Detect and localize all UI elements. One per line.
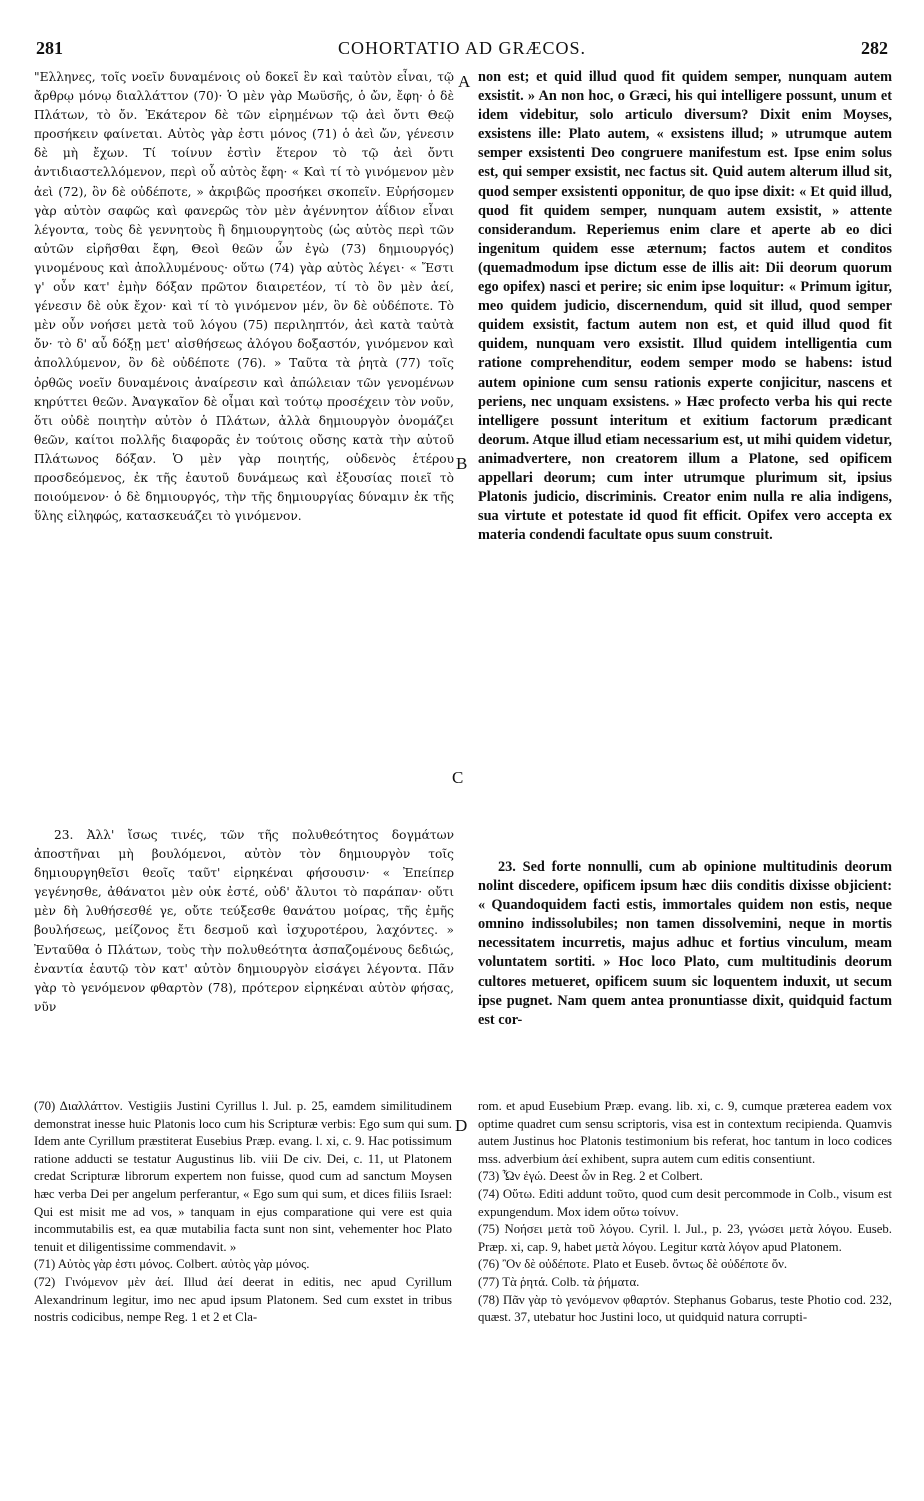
latin-paragraph-22: non est; et quid illud quod fit quidem semper, nunquam autem exsistit. » An non hoc, o Græci, his qui intelligere possunt, unum et idem videbitur, solo articulo diversum? Dixit enim Moyses, exsistens ille: Plato autem, « exsistens illud; » utrumque autem semper exsistenti Deo congruere manifestum est. Ipse enim solus est, qui semper exsistit, nec factus sit. Quid autem alterum illud sit, quod semper exsistenti opponitur, de quo ipse dixit: « Et quid illud, quod fit quidem semper, nunquam autem exsistit, » attente considerandum. Reperiemus enim clare et aperte ab eo dici ingenitum quidem esse æternum; factos autem et conditos (quemadmodum ipse dictum esse de illis ait: Dii deorum quorum ego opifex) nasci et perire; sic enim ipse loquitur: « Primum igitur, meo quidem judicio, discernendum, quid sit illud, quod semper quidem exsistit, factum autem non est, et quid illud quod fit quidem, nunquam vero exsistit. Illud quidem intelligentia cum ratione comprehenditur, eodem semper modo se habens: istud autem opinione cum sensu rationis experte conjicitur, nascens et periens, nec unquam exsistens. » Hæc profecto verba his qui recte intelligere possunt interitum et exitium factorum prædicant deorum. Atque illud etiam necessarium est, ut mihi quidem videtur, animadvertere, non creatorem illum a Platone, sed opificem appellari deorum; cum inter utrumque plurimum sit, ipsius Platonis judicio, discriminis. Creator enim nulla re alia indigens, sua virtute et potestate id quod fit efficit. Opifex vero accepta ex materia condendi facultate opus suum construit. [478,69,892,544]
footnotes-left [34,1098,452,1327]
footnote-71: (71) Αὐτὸς γὰρ ἐστι μόνος. Colbert. αὐτὸς γὰρ μόνος. [34,1257,310,1272]
page-number-left: 281 [36,38,63,58]
footnote-72: (72) Γινόμενον μὲν ἀεί. Illud ἀεί deerat in editis, nec apud Cyrillum Alexandrinum legitur, imo nec apud ipsum Platonem. Sed cum exstet in tribus nostris codicibus, nempe Reg. 1 et 2 et Cla- [34,1274,452,1325]
margin-marker-b: B [456,454,468,473]
margin-marker-a: A [458,72,471,91]
margin-marker-d: D [455,1116,468,1135]
latin-text-column [478,68,892,545]
page-number-right: 282 [861,38,888,58]
greek-paragraph-22: "Ελληνες, τοῖς νοεῖν δυναμένοις οὐ δοκεῖ ἓν καὶ ταὐτὸν εἶναι, τῷ ἄρθρῳ μόνῳ διαλλάττον (70)· Ὁ μὲν γὰρ Μωϋσῆς, ὁ ὤν, ἔφη· ὁ δὲ Πλάτων, τὸ ὄν. Ἑκάτερον δὲ τῶν εἰρημένων τῷ ἀεὶ ὄντι Θεῷ προσήκειν φαίνεται. Αὐτὸς γὰρ ἐστι μόνος (71) ὁ ἀεὶ ὤν, γένεσιν δὲ μὴ ἔχων. Τί τοίνυν ἐστὶν ἕτερον τὸ τῷ ἀεὶ ὄντι ἀντιδιαστελλόμενον, περὶ οὗ αὐτὸς ἔφη· « Καὶ τί τὸ γινόμενον μὲν ἀεὶ (72), ὂν δὲ οὐδέποτε, » ἀκριβῶς προσήκει σκοπεῖν. Εὑρήσομεν γὰρ αὐτὸν σαφῶς καὶ φανερῶς τὸν μὲν ἀγέννητον ἀΐδιον εἶναι λέγοντα, τοὺς δὲ γεννητοὺς ἢ δημιουργητοὺς (ὡς αὐτὸς περὶ τῶν αὐτῶν εἰρῆσθαι ἔφη, Θεοὶ θεῶν ὧν ἐγὼ (73) δημιουργός) γινομένους καὶ ἀπολλυμένους· οὕτω (74) γὰρ αὐτὸς λέγει· « Ἔστι γ' οὖν κατ' ἐμὴν δόξαν πρῶτον διαιρετέον, τί τὸ ὂν μὲν ἀεί, γένεσιν δὲ οὐκ ἔχον· καὶ τί τὸ γινόμενον μέν, ὂν δὲ οὐδέποτε. Τὸ μὲν οὖν νοήσει μετὰ τοῦ λόγου (75) περιληπτόν, ἀεὶ κατὰ ταὐτὰ ὄν· τὸ δ' αὖ δόξῃ μετ' αἰσθήσεως ἀλόγου δοξαστόν, γινόμενον καὶ ἀπολλύμενον, ὂν δὲ οὐδέποτε (76). » Ταῦτα τὰ ῥητὰ (77) τοῖς ὀρθῶς νοεῖν δυναμένοις ἀναίρεσιν καὶ ἀπώλειαν τῶν γενομένων κηρύττει θεῶν. Ἀναγκαῖον δὲ οἶμαι καὶ τούτῳ προσέχειν τὸν νοῦν, ὅτι οὐδὲ ποιητὴν αὐτὸν ὁ Πλάτων, ἀλλὰ δημιουργὸν ὀνομάζει θεῶν, καίτοι πολλῆς διαφορᾶς ἐν τούτοις οὔσης κατὰ τὴν αὐτοῦ Πλάτωνος δόξαν. Ὁ μὲν γὰρ ποιητής, οὐδενὸς ἑτέρου προσδεόμενος, ἐκ τῆς ἑαυτοῦ δυνάμεως καὶ ἐξουσίας ποιεῖ τὸ ποιούμενον· ὁ δὲ δημιουργός, τὴν τῆς δημιουργίας δύναμιν ἐκ τῆς ὕλης εἰληφώς, κατασκευάζει τὸ γινόμενον. [34,70,454,524]
running-title: COHORTATIO AD GRÆCOS. [337,38,586,58]
greek-text-column-section-23 [34,826,454,1017]
latin-paragraph-23: 23. Sed forte nonnulli, cum ab opinione multitudinis deorum nolint discedere, opificem ipsum hæc diis conditis dixisse objicient: « Quandoquidem facti estis, immortales quidem non estis, neque omnino indissolubiles; non tamen dissolvemini, neque in mortis necessitatem incurretis, majus adhuc et fortius vinculum, meam voluntatem sortiti. » Hoc loco Plato, cum multitudinis deorum cultores metueret, opificem suum sic loquentem induxit, ut secum ipse pugnet. Nam quem antea pronuntiasse dixit, quidquid factum est cor- [478,859,892,1028]
page-header [36,38,888,64]
footnote-74: (74) Οὕτω. Editi addunt τοῦτο, quod cum desit percommode in Colb., visum est expungendum. Mox idem οὕτω τοίνυν. [478,1186,892,1219]
footnote-73: (73) Ὧν ἐγώ. Deest ὧν in Reg. 2 et Colbert. [478,1169,703,1184]
latin-text-column-section-23 [478,858,892,1030]
footnote-72-continued: rom. et apud Eusebium Præp. evang. lib. xi, c. 9, cumque præterea eadem vox optime quadret cum sensu scriptoris, visa est in contextum recipienda. Quamvis autem Justinus hoc Platonis testimonium bis referat, hoc tantum in loco codices mss. adverbium ἀεί exhibent, supra autem cum editis consentiunt. [478,1099,892,1166]
footnote-70: (70) Διαλλάττον. Vestigiis Justini Cyrillus l. Jul. p. 25, eamdem similitudinem demonstrat inesse huic Platonis loco cum his Scripturæ verbis: Ego sum qui sum. Idem ante Cyrillum præstiterat Eusebius Præp. evang. l. xi, c. 9. Hac potissimum ratione adducti se testatur Augustinus lib. viii De civ. Dei, c. 11, ut Platonem credat Scripturæ librorum expertem non fuisse, quod cum ad sanctum Moysen hæc verba Dei per angelum perferantur, « Ego sum qui sum, et dices filiis Israel: Qui est misit me ad vos, » tanquam in ejus comparatione qui vere est quia incommutabilis est, ea quæ mutabilia facta sunt non sint, vehementer hoc Plato tenuit et diligentissime commendavit. » [34,1099,452,1254]
greek-paragraph-23: 23. Ἀλλ' ἴσως τινές, τῶν τῆς πολυθεότητος δογμάτων ἀποστῆναι μὴ βουλόμενοι, αὐτὸν τὸν δημιουργὸν τοῖς δημιουργηθεῖσι θεοῖς ταῦτ' εἰρηκέναι φήσουσιν· « Ἐπείπερ γεγένησθε, ἀθάνατοι μὲν οὐκ ἐστέ, οὐδ' ἄλυτοι τὸ παράπαν· οὔτι μὲν δὴ λυθήσεσθέ γε, οὔτε τεύξεσθε θανάτου μοίρας, τῆς ἐμῆς βουλήσεως, μείζονος ἔτι δεσμοῦ καὶ ἰσχυροτέρου, λαχόντες. » Ἐνταῦθα ὁ Πλάτων, τοὺς τὴν πολυθεότητα ἀσπαζομένους δεδιώς, ἐναντία ἑαυτῷ τὸν κατ' αὐτὸν δημιουργὸν εἰσάγει λέγοντα. Πᾶν γὰρ τὸ γενόμενον φθαρτὸν (78), πρότερον εἰρηκέναι αὐτὸν φήσας, νῦν [34,828,454,1014]
margin-marker-c: C [452,768,464,787]
greek-text-column [34,68,454,526]
footnote-77: (77) Τὰ ῥητά. Colb. τὰ ῥήματα. [478,1274,640,1289]
footnote-75: (75) Νοήσει μετὰ τοῦ λόγου. Cyril. l. Jul., p. 23, γνώσει μετὰ λόγου. Euseb. Præp. xi, cap. 9, habet μετὰ λόγου. Legitur κατὰ λόγον apud Platonem. [478,1222,892,1254]
footnote-78: (78) Πᾶν γὰρ τὸ γενόμενον φθαρτόν. Stephanus Gobarus, teste Photio cod. 232, quæst. 37, utebatur hoc Justini loco, ut quidquid natura corrupti- [478,1292,892,1325]
footnote-76: (76) Ὂν δὲ οὐδέποτε. Plato et Euseb. ὄντως δὲ οὐδέποτε ὄν. [478,1257,788,1272]
footnotes-right [478,1098,892,1327]
